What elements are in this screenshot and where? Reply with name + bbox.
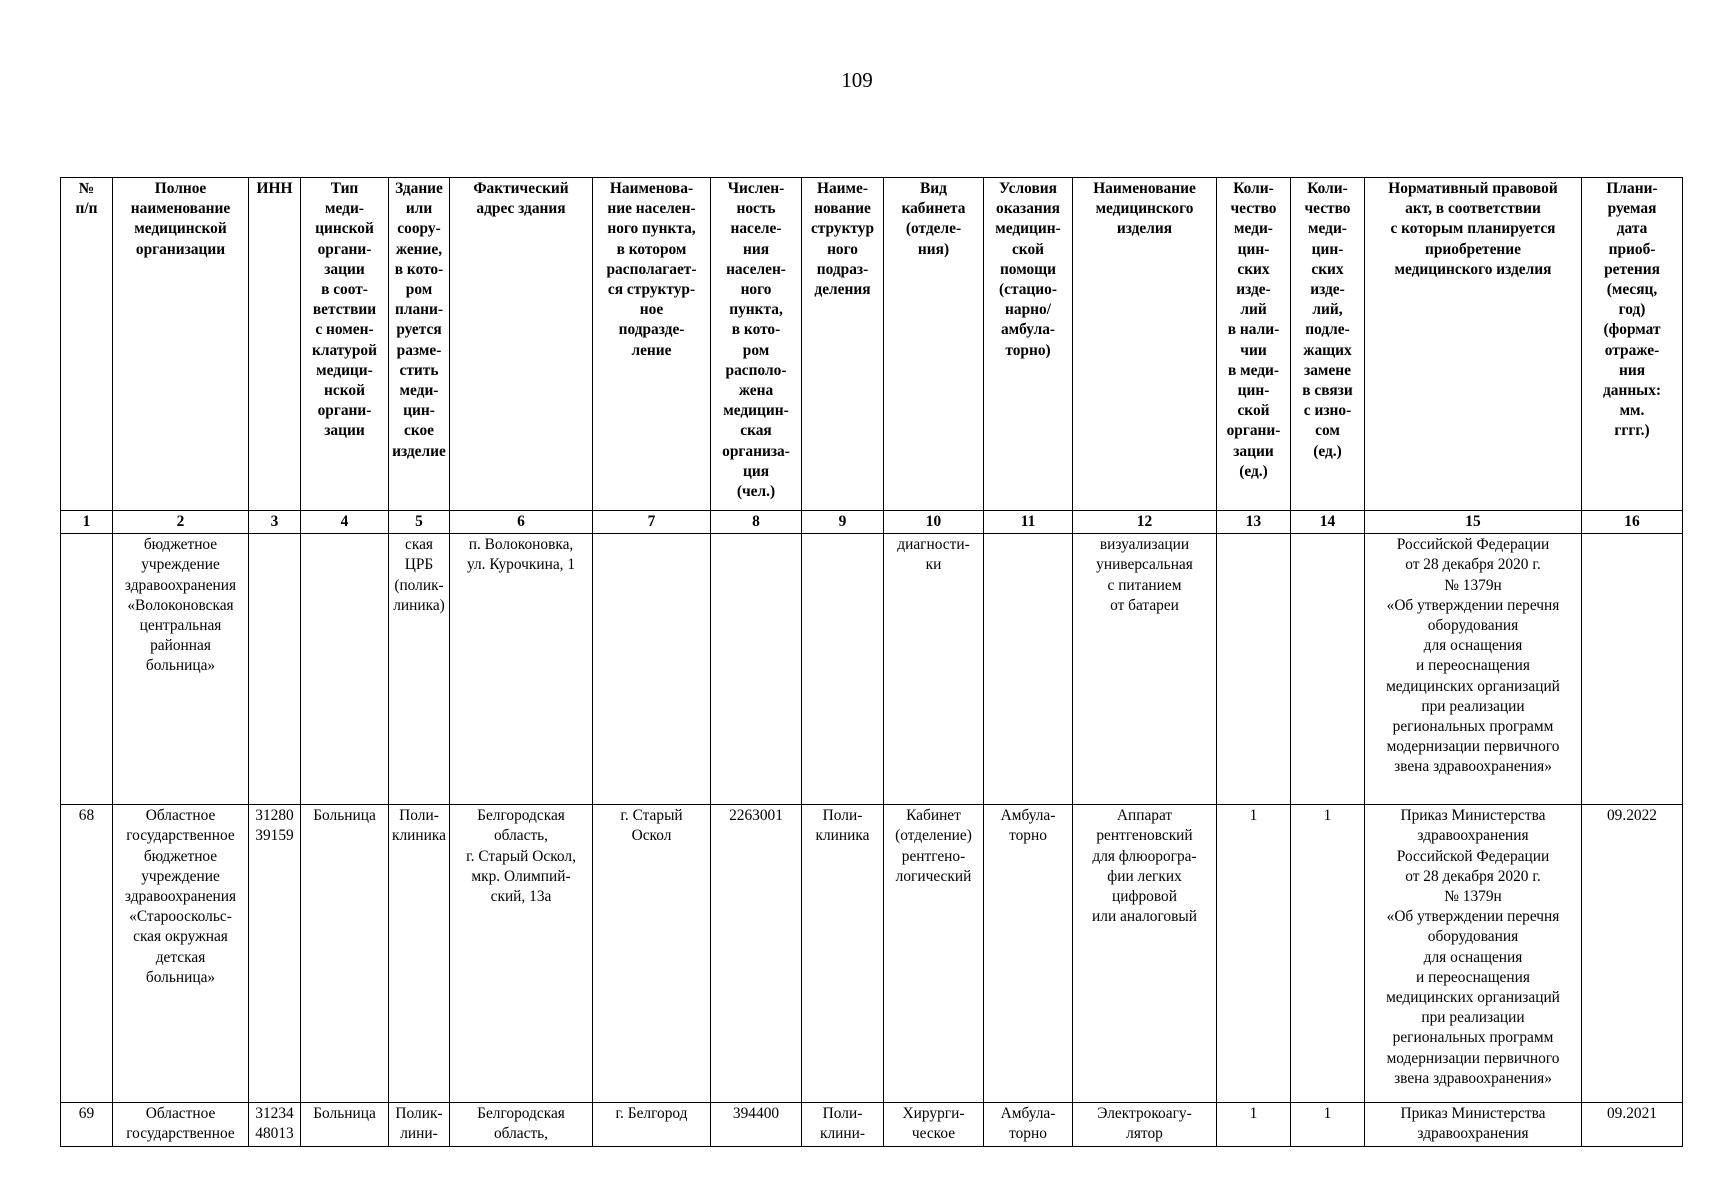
cell-cabinet: диагности- ки <box>884 534 984 805</box>
header-cell-type: Тип меди- цинской органи- зации в соот- ветствии с номен- клатурой медици- нской органи- зации <box>301 178 389 511</box>
cell-address: Белгородская область, г. Старый Оскол, мкр. Олимпий- ский, 13а <box>450 805 593 1103</box>
column-number: 3 <box>249 511 301 534</box>
cell-num <box>61 534 113 805</box>
header-cell-cabinet: Вид кабинета (отделе- ния) <box>884 178 984 511</box>
column-number: 11 <box>984 511 1073 534</box>
header-cell-qty-replace: Коли- чество меди- цин- ских изде- лий, подле- жащих замене в связи с изно- сом (ед.) <box>1291 178 1365 511</box>
cell-building: Полик- лини- <box>389 1103 450 1146</box>
cell-inn: 31234 48013 <box>249 1103 301 1146</box>
cell-conditions: Амбула- торно <box>984 1103 1073 1146</box>
cell-address: п. Волоконовка, ул. Курочкина, 1 <box>450 534 593 805</box>
header-cell-division: Наиме- нование структур ного подраз- деления <box>802 178 884 511</box>
header-cell-org: Полное наименование медицинской организации <box>113 178 249 511</box>
column-number: 10 <box>884 511 984 534</box>
cell-org: бюджетное учреждение здравоохранения «Волоконовская центральная районная больница» <box>113 534 249 805</box>
cell-qty-have: 1 <box>1217 1103 1291 1146</box>
cell-building: ская ЦРБ (полик- линика) <box>389 534 450 805</box>
equipment-table <box>60 177 1683 1147</box>
cell-population <box>711 534 802 805</box>
header-cell-inn: ИНН <box>249 178 301 511</box>
header-cell-device: Наименование медицинского изделия <box>1073 178 1217 511</box>
column-number: 5 <box>389 511 450 534</box>
cell-cabinet: Хирурги- ческое <box>884 1103 984 1146</box>
column-number: 4 <box>301 511 389 534</box>
column-number: 6 <box>450 511 593 534</box>
header-cell-qty-have: Коли- чество меди- цин- ских изде- лий в нали- чии в меди- цин- ской органи- зации (ед.) <box>1217 178 1291 511</box>
cell-division <box>802 534 884 805</box>
cell-building: Поли- клиника <box>389 805 450 1103</box>
cell-org: Областное государственное <box>113 1103 249 1146</box>
column-number: 12 <box>1073 511 1217 534</box>
column-number: 14 <box>1291 511 1365 534</box>
cell-locality: г. Белгород <box>593 1103 711 1146</box>
cell-qty-replace: 1 <box>1291 805 1365 1103</box>
cell-type: Больница <box>301 1103 389 1146</box>
cell-address: Белгородская область, <box>450 1103 593 1146</box>
header-cell-act: Нормативный правовой акт, в соответствии с которым планируется приобретение медицинского изделия <box>1365 178 1582 511</box>
column-number: 13 <box>1217 511 1291 534</box>
cell-division: Поли- клини- <box>802 1103 884 1146</box>
cell-act: Российской Федерации от 28 декабря 2020 г. № 1379н «Об утверждении перечня оборудования для оснащения и переоснащения медицинских организаций при реализации региональных программ модернизации первичного звена здравоохранения» <box>1365 534 1582 805</box>
cell-conditions <box>984 534 1073 805</box>
cell-locality: г. Старый Оскол <box>593 805 711 1103</box>
cell-device: Аппарат рентгеновский для флюорогра- фии легких цифровой или аналоговый <box>1073 805 1217 1103</box>
table-row <box>61 534 1683 805</box>
column-number: 7 <box>593 511 711 534</box>
header-cell-address: Фактический адрес здания <box>450 178 593 511</box>
header-row <box>61 178 1683 511</box>
column-number: 1 <box>61 511 113 534</box>
cell-qty-replace: 1 <box>1291 1103 1365 1146</box>
cell-population: 394400 <box>711 1103 802 1146</box>
column-number-row <box>61 511 1683 534</box>
cell-org: Областное государственное бюджетное учреждение здравоохранения «Старооскольс- ская окружная детская больница» <box>113 805 249 1103</box>
cell-locality <box>593 534 711 805</box>
cell-date: 09.2022 <box>1582 805 1683 1103</box>
header-cell-conditions: Условия оказания медицин- ской помощи (стацио- нарно/ амбула- торно) <box>984 178 1073 511</box>
cell-division: Поли- клиника <box>802 805 884 1103</box>
cell-date: 09.2021 <box>1582 1103 1683 1146</box>
cell-qty-have: 1 <box>1217 805 1291 1103</box>
cell-qty-replace <box>1291 534 1365 805</box>
cell-cabinet: Кабинет (отделение) рентгено- логический <box>884 805 984 1103</box>
cell-act: Приказ Министерства здравоохранения <box>1365 1103 1582 1146</box>
column-number: 16 <box>1582 511 1683 534</box>
header-cell-num: № п/п <box>61 178 113 511</box>
table-row <box>61 1103 1683 1146</box>
column-number: 8 <box>711 511 802 534</box>
cell-act: Приказ Министерства здравоохранения Российской Федерации от 28 декабря 2020 г. № 1379н «Об утверждении перечня оборудования для оснащения и переоснащения медицинских организаций при реализации региональных программ модернизации первичного звена здравоохранения» <box>1365 805 1582 1103</box>
cell-device: Электрокоагу- лятор <box>1073 1103 1217 1146</box>
cell-conditions: Амбула- торно <box>984 805 1073 1103</box>
cell-type: Больница <box>301 805 389 1103</box>
header-cell-population: Числен- ность населе- ния населен- ного пункта, в кото- ром располо- жена медицин- ская организа- ция (чел.) <box>711 178 802 511</box>
cell-population: 2263001 <box>711 805 802 1103</box>
cell-num: 69 <box>61 1103 113 1146</box>
header-cell-date: Плани- руемая дата приоб- ретения (месяц, год) (формат отраже- ния данных: мм. гггг.) <box>1582 178 1683 511</box>
column-number: 9 <box>802 511 884 534</box>
header-cell-locality: Наименова- ние населен- ного пункта, в котором располагает- ся структур- ное подразде- ление <box>593 178 711 511</box>
column-number: 2 <box>113 511 249 534</box>
cell-type <box>301 534 389 805</box>
cell-num: 68 <box>61 805 113 1103</box>
cell-inn <box>249 534 301 805</box>
cell-qty-have <box>1217 534 1291 805</box>
cell-date <box>1582 534 1683 805</box>
cell-device: визуализации универсальная с питанием от батареи <box>1073 534 1217 805</box>
header-cell-building: Здание или соору- жение, в кото- ром плани- руется разме- стить меди- цин- ское изделие <box>389 178 450 511</box>
column-number: 15 <box>1365 511 1582 534</box>
table-row <box>61 805 1683 1103</box>
cell-inn: 31280 39159 <box>249 805 301 1103</box>
page-number: 109 <box>841 68 873 92</box>
